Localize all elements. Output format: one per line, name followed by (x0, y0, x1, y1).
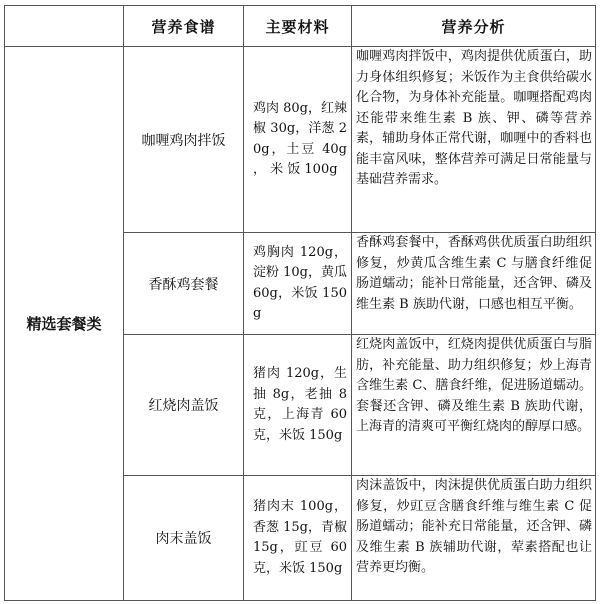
recipe-materials: 鸡肉 80g，红辣椒 30g，洋葱 20g，土豆 40g ， 米 饭 100g (244, 47, 352, 233)
recipe-analysis: 香酥鸡套餐中，香酥鸡供优质蛋白助组织修复，炒黄瓜含维生素 C 与膳食纤维促肠道蠕动；能补日常能量，还含钾、磷及维生素 B 族助代谢，口感也相互平衡。 (352, 233, 596, 335)
recipe-analysis: 咖喱鸡肉拌饭中，鸡肉提供优质蛋白，助力身体组织修复；米饭作为主食供给碳水化合物，为身体补充能量。咖喱搭配鸡肉还能带来维生素 B 族、钾、磷等营养素，辅助身体正常代谢，咖喱中的香料也能丰富风味，整体营养可满足日常能量与基础营养需求。 (352, 47, 596, 233)
recipe-analysis: 红烧肉盖饭中，红烧肉提供优质蛋白与脂肪，补充能量、助力组织修复；炒上海青含维生素 C、膳食纤维，促进肠道蠕动。套餐还含钾、磷及维生素 B 族助代谢，上海青的清爽可平衡红烧肉的醇厚口感。 (352, 335, 596, 476)
header-materials: 主要材料 (244, 6, 352, 47)
recipe-materials: 猪肉末 100g，香葱 15g，青椒 15g，豇豆 60 克，米饭 150g (244, 476, 352, 601)
header-recipe: 营养食谱 (124, 6, 244, 47)
recipe-analysis: 肉沫盖饭中，肉沫提供优质蛋白助力组织修复，炒豇豆含膳食纤维与维生素 C 促肠道蠕动；能补充日常能量，还含钾、磷及维生素 B 族辅助代谢，荤素搭配也让营养更均衡。 (352, 476, 596, 601)
recipe-materials: 猪肉 120g，生抽 8g，老抽 8 克，上海青 60 克，米饭 150g (244, 335, 352, 476)
table-row (5, 47, 596, 233)
header-row (5, 6, 596, 47)
header-analysis: 营养分析 (352, 6, 596, 47)
nutrition-table (4, 5, 596, 601)
header-empty-cell (5, 6, 124, 47)
category-cell: 精选套餐类 (5, 47, 124, 601)
recipe-materials: 鸡胸肉 120g，淀粉 10g，黄瓜 60g，米饭 150g (244, 233, 352, 335)
recipe-name: 红烧肉盖饭 (124, 335, 244, 476)
recipe-name: 香酥鸡套餐 (124, 233, 244, 335)
recipe-name: 咖喱鸡肉拌饭 (124, 47, 244, 233)
recipe-name: 肉末盖饭 (124, 476, 244, 601)
